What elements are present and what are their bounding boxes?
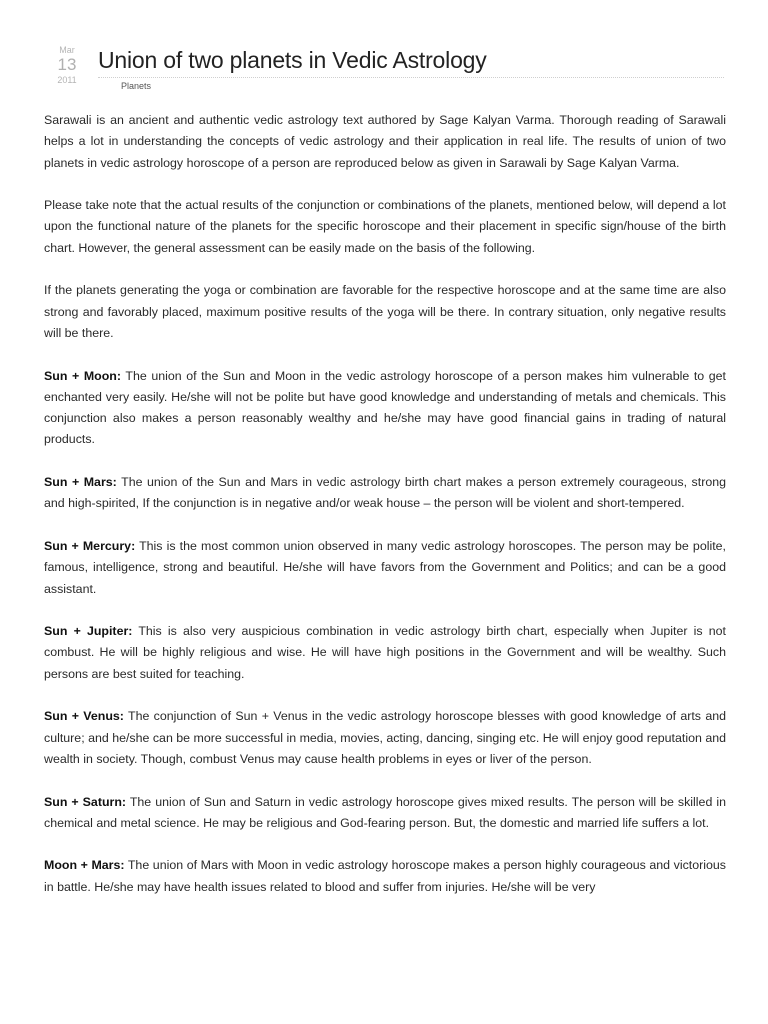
intro-paragraph: Sarawali is an ancient and authentic vedic astrology text authored by Sage Kalyan Varma. Thorough reading of Sarawali helps a lot in understanding the concepts of vedic astrology and their application in real life. The results of union of two planets in vedic astrology horoscope of a person are reproduced below as given in Sarawali by Sage Kalyan Varma.	[44, 113, 726, 170]
title-divider	[98, 77, 724, 78]
category-link[interactable]: Planets	[121, 81, 152, 91]
combination-paragraph	[44, 621, 726, 685]
combination-text: This is also very auspicious combination in vedic astrology birth chart, especially when Jupiter is not combust. He will be highly religious and wise. He will have high positions in the Government and will be wealthy. Such persons are best suited for teaching.	[44, 624, 726, 681]
post-date-month: Mar	[59, 45, 75, 55]
combination-paragraph	[44, 792, 726, 835]
combination-heading: Moon + Mars:	[44, 858, 125, 873]
combination-paragraph	[44, 366, 726, 451]
combination-paragraph	[44, 536, 726, 600]
post-date-year: 2011	[57, 75, 77, 85]
combination-heading: Sun + Saturn:	[44, 794, 127, 809]
combination-heading: Sun + Jupiter:	[44, 624, 133, 639]
combination-text: This is the most common union observed in many vedic astrology horoscopes. The person may be polite, famous, intelligence, strong and beautiful. He/she will have favors from the Government and Politics; and can be a good assistant.	[44, 538, 726, 596]
combination-text: The conjunction of Sun + Venus in the vedic astrology horoscope blesses with good knowledge of arts and culture; and he/she can be more successful in media, movies, acting, dancing, singing etc. He will enjoy good reputation and wealth in society. Though, combust Venus may cause health problems in eyes or liver of the person.	[44, 709, 726, 766]
combination-paragraph	[44, 855, 726, 898]
post-title[interactable]: Union of two planets in Vedic Astrology	[98, 47, 487, 73]
combination-heading: Sun + Moon:	[44, 368, 121, 383]
combination-heading: Sun + Venus:	[44, 709, 124, 724]
combination-text: The union of Sun and Saturn in vedic astrology horoscope gives mixed results. The person will be skilled in chemical and metal science. He may be religious and God-fearing person. But, the domestic and married life suffers a lot.	[44, 794, 727, 830]
combination-text: The union of the Sun and Mars in vedic astrology birth chart makes a person extremely courageous, strong and high-spirited, If the conjunction is in negative and/or weak house – the person will be violent and short-tempered.	[44, 475, 726, 511]
combination-paragraph	[44, 472, 726, 515]
combination-paragraph	[44, 706, 726, 770]
combination-heading: Sun + Mars:	[44, 475, 117, 490]
post-body	[44, 110, 726, 919]
post-date-day: 13	[57, 55, 77, 74]
intro-paragraph: If the planets generating the yoga or combination are favorable for the respective horoscope and at the same time are also strong and favorably placed, maximum positive results of the yoga will be there. In contrary situation, only negative results will be there.	[44, 283, 726, 340]
post-date	[52, 44, 82, 86]
combination-heading: Sun + Mercury:	[44, 538, 136, 553]
combination-text: The union of Mars with Moon in vedic astrology horoscope makes a person highly courageous and victorious in battle. He/she may have health issues related to blood and suffer from injuries. He/she will be very	[44, 858, 726, 894]
combination-text: The union of the Sun and Moon in the vedic astrology horoscope of a person makes him vulnerable to get enchanted very easily. He/she will not be polite but have good knowledge and understanding of metals and chemicals. This conjunction also makes a person reasonably wealthy and he/she may have good financial gains in trading of natural products.	[44, 368, 726, 447]
intro-paragraph: Please take note that the actual results of the conjunction or combinations of the planets, mentioned below, will depend a lot upon the functional nature of the planets for the specific horoscope and their placement in specific sign/house of the birth chart. However, the general assessment can be easily made on the basis of the following.	[44, 198, 726, 255]
